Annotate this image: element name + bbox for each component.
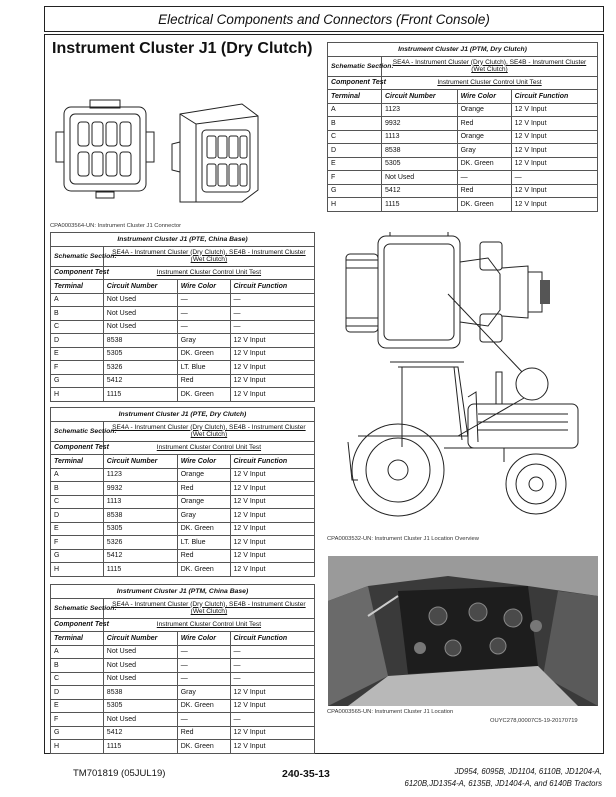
terminal-cell: E: [51, 522, 104, 536]
component-test-value: Instrument Cluster Control Unit Test: [103, 266, 314, 280]
wire-color-cell: DK. Green: [177, 522, 230, 536]
footer-page-number: 240-35-13: [282, 768, 330, 780]
table-row: [51, 293, 315, 307]
circuit-function-cell: 12 V Input: [230, 563, 315, 577]
circuit-function-cell: 12 V Input: [230, 347, 315, 361]
component-test-value: Instrument Cluster Control Unit Test: [103, 618, 314, 632]
schematic-section-value: SE4A - Instrument Cluster (Dry Clutch), SE4B - Instrument Cluster (Wet Clutch): [103, 598, 314, 618]
circuit-number-cell: 5305: [103, 347, 177, 361]
terminal-cell: D: [51, 686, 104, 700]
circuit-function-cell: 12 V Input: [511, 144, 597, 158]
circuit-function-cell: —: [230, 672, 315, 686]
wire-color-cell: Orange: [177, 468, 230, 482]
circuit-function-cell: —: [511, 171, 597, 185]
table-row: [51, 320, 315, 334]
schematic-section-label: Schematic Section:: [51, 246, 104, 266]
circuit-function-cell: 12 V Input: [230, 482, 315, 496]
wire-color-cell: DK. Green: [177, 740, 230, 754]
circuit-function-cell: 12 V Input: [230, 495, 315, 509]
circuit-number-cell: 8538: [103, 334, 177, 348]
table-row: [51, 307, 315, 321]
schematic-section-value: SE4A - Instrument Cluster (Dry Clutch), SE4B - Instrument Cluster (Wet Clutch): [382, 56, 598, 76]
wire-color-cell: Red: [177, 726, 230, 740]
circuit-number-cell: 1115: [103, 563, 177, 577]
table-title: Instrument Cluster J1 (PTE, China Base): [51, 233, 315, 247]
circuit-number-cell: 5412: [382, 184, 458, 198]
table-row: [51, 740, 315, 754]
column-header: Wire Color: [177, 280, 230, 294]
table-row: [51, 522, 315, 536]
wire-color-cell: Gray: [177, 686, 230, 700]
page-title: Instrument Cluster J1 (Dry Clutch): [52, 40, 313, 57]
tractor-drawing: [328, 222, 598, 532]
terminal-cell: G: [328, 184, 382, 198]
terminal-cell: B: [328, 117, 382, 131]
circuit-function-cell: 12 V Input: [511, 184, 597, 198]
wire-color-cell: Orange: [457, 103, 511, 117]
wire-color-cell: —: [177, 320, 230, 334]
table-row: [328, 184, 598, 198]
component-test-label: Component Test: [51, 618, 104, 632]
terminal-cell: A: [51, 293, 104, 307]
circuit-number-cell: Not Used: [103, 645, 177, 659]
terminal-cell: G: [51, 374, 104, 388]
column-header: Terminal: [51, 280, 104, 294]
circuit-number-cell: 5412: [103, 726, 177, 740]
circuit-function-cell: —: [230, 320, 315, 334]
circuit-function-cell: 12 V Input: [230, 334, 315, 348]
component-test-label: Component Test: [51, 441, 104, 455]
table-row: [51, 549, 315, 563]
terminal-cell: C: [51, 320, 104, 334]
circuit-number-cell: Not Used: [103, 672, 177, 686]
table-pte-china-base: [50, 232, 315, 402]
terminal-cell: H: [51, 388, 104, 402]
table-title: Instrument Cluster J1 (PTM, China Base): [51, 585, 315, 599]
location-photo-drawing: [328, 556, 598, 706]
circuit-number-cell: 5305: [382, 157, 458, 171]
location-photo: [328, 556, 598, 706]
circuit-function-cell: 12 V Input: [230, 522, 315, 536]
table-row: [51, 536, 315, 550]
circuit-function-cell: 12 V Input: [230, 361, 315, 375]
terminal-cell: F: [328, 171, 382, 185]
circuit-function-cell: —: [230, 645, 315, 659]
schematic-section-value: SE4A - Instrument Cluster (Dry Clutch), SE4B - Instrument Cluster (Wet Clutch): [103, 421, 314, 441]
column-header: Circuit Number: [103, 632, 177, 646]
circuit-function-cell: 12 V Input: [230, 468, 315, 482]
circuit-number-cell: 1115: [382, 198, 458, 212]
circuit-number-cell: 5305: [103, 522, 177, 536]
circuit-number-cell: 5326: [103, 536, 177, 550]
terminal-cell: G: [51, 549, 104, 563]
table-row: [328, 117, 598, 131]
table-row: [51, 713, 315, 727]
wire-color-cell: Red: [177, 549, 230, 563]
table-row: [51, 468, 315, 482]
terminal-cell: A: [51, 468, 104, 482]
terminal-cell: A: [328, 103, 382, 117]
circuit-function-cell: 12 V Input: [230, 726, 315, 740]
connector-illustration: [52, 92, 268, 217]
circuit-number-cell: 1123: [382, 103, 458, 117]
component-test-label: Component Test: [51, 266, 104, 280]
wire-color-cell: Red: [177, 374, 230, 388]
circuit-number-cell: 1123: [103, 468, 177, 482]
table-row: [328, 157, 598, 171]
terminal-cell: H: [328, 198, 382, 212]
circuit-number-cell: Not Used: [103, 307, 177, 321]
circuit-number-cell: 1115: [103, 388, 177, 402]
terminal-cell: B: [51, 482, 104, 496]
circuit-function-cell: 12 V Input: [230, 686, 315, 700]
circuit-function-cell: —: [230, 713, 315, 727]
wire-color-cell: Red: [457, 184, 511, 198]
circuit-function-cell: 12 V Input: [230, 388, 315, 402]
wire-color-cell: —: [177, 293, 230, 307]
column-header: Circuit Number: [103, 455, 177, 469]
circuit-number-cell: 1113: [103, 495, 177, 509]
terminal-cell: G: [51, 726, 104, 740]
circuit-function-cell: 12 V Input: [511, 117, 597, 131]
column-header: Terminal: [51, 632, 104, 646]
column-header: Terminal: [328, 90, 382, 104]
column-header: Terminal: [51, 455, 104, 469]
terminal-cell: C: [51, 495, 104, 509]
table-row: [51, 388, 315, 402]
wire-color-cell: Gray: [457, 144, 511, 158]
circuit-number-cell: 8538: [382, 144, 458, 158]
wire-color-cell: DK. Green: [177, 388, 230, 402]
column-header: Wire Color: [177, 632, 230, 646]
wire-color-cell: DK. Green: [457, 157, 511, 171]
wire-color-cell: DK. Green: [177, 699, 230, 713]
circuit-number-cell: 5305: [103, 699, 177, 713]
circuit-number-cell: 8538: [103, 509, 177, 523]
schematic-section-label: Schematic Section:: [51, 598, 104, 618]
terminal-cell: A: [51, 645, 104, 659]
terminal-cell: F: [51, 361, 104, 375]
circuit-function-cell: 12 V Input: [230, 549, 315, 563]
wire-color-cell: —: [177, 659, 230, 673]
wire-color-cell: —: [457, 171, 511, 185]
wire-color-cell: Red: [457, 117, 511, 131]
table-pte-dry-clutch: [50, 407, 315, 577]
circuit-number-cell: Not Used: [103, 293, 177, 307]
footer-models: [405, 766, 603, 790]
footer-models-line2: 6120B,JD1354-A, 6135B, JD1404-A, and 6140B Tractors: [404, 779, 602, 788]
table-row: [51, 347, 315, 361]
circuit-number-cell: 5412: [103, 549, 177, 563]
circuit-function-cell: 12 V Input: [511, 130, 597, 144]
schematic-section-label: Schematic Section:: [51, 421, 104, 441]
circuit-function-cell: 12 V Input: [511, 103, 597, 117]
wire-color-cell: DK. Green: [177, 563, 230, 577]
wire-color-cell: —: [177, 672, 230, 686]
column-header: Circuit Number: [382, 90, 458, 104]
table-row: [51, 686, 315, 700]
table-row: [328, 130, 598, 144]
footer-doc-code: TM701819 (05JUL19): [73, 768, 166, 779]
wire-color-cell: Orange: [457, 130, 511, 144]
column-header: Wire Color: [457, 90, 511, 104]
component-test-label: Component Test: [328, 76, 382, 90]
table-row: [51, 482, 315, 496]
terminal-cell: C: [328, 130, 382, 144]
table-row: [51, 495, 315, 509]
terminal-cell: E: [51, 699, 104, 713]
terminal-cell: D: [51, 334, 104, 348]
circuit-function-cell: 12 V Input: [511, 198, 597, 212]
page-header: Electrical Components and Connectors (Front Console): [44, 6, 604, 32]
column-header: Circuit Number: [103, 280, 177, 294]
image-reference: OUYC278,00007C5-19-20170719: [490, 718, 578, 724]
circuit-function-cell: —: [230, 659, 315, 673]
footer-models-line1: JD954, 6095B, JD1104, 6110B, JD1204-A,: [454, 767, 602, 776]
terminal-cell: H: [51, 740, 104, 754]
tractor-location-overview: [328, 222, 598, 532]
terminal-cell: E: [328, 157, 382, 171]
circuit-number-cell: 9932: [103, 482, 177, 496]
wire-color-cell: Red: [177, 482, 230, 496]
table-row: [51, 374, 315, 388]
circuit-number-cell: 1115: [103, 740, 177, 754]
column-header: Wire Color: [177, 455, 230, 469]
column-header: Circuit Function: [230, 632, 315, 646]
circuit-function-cell: 12 V Input: [511, 157, 597, 171]
wire-color-cell: Orange: [177, 495, 230, 509]
schematic-section-label: Schematic Section:: [328, 56, 382, 76]
wire-color-cell: DK. Green: [457, 198, 511, 212]
circuit-number-cell: Not Used: [382, 171, 458, 185]
circuit-function-cell: 12 V Input: [230, 536, 315, 550]
circuit-function-cell: 12 V Input: [230, 699, 315, 713]
component-test-value: Instrument Cluster Control Unit Test: [103, 441, 314, 455]
terminal-cell: C: [51, 672, 104, 686]
circuit-function-cell: 12 V Input: [230, 509, 315, 523]
terminal-cell: F: [51, 536, 104, 550]
table-row: [51, 659, 315, 673]
schematic-section-value: SE4A - Instrument Cluster (Dry Clutch), SE4B - Instrument Cluster (Wet Clutch): [103, 246, 314, 266]
circuit-number-cell: Not Used: [103, 320, 177, 334]
wire-color-cell: Gray: [177, 334, 230, 348]
table-ptm-china-base: [50, 584, 315, 754]
connector-drawing: [52, 92, 268, 217]
terminal-cell: E: [51, 347, 104, 361]
wire-color-cell: —: [177, 645, 230, 659]
table-row: [51, 334, 315, 348]
table-row: [51, 699, 315, 713]
table-row: [51, 726, 315, 740]
circuit-function-cell: 12 V Input: [230, 740, 315, 754]
wire-color-cell: —: [177, 307, 230, 321]
wire-color-cell: —: [177, 713, 230, 727]
circuit-function-cell: 12 V Input: [230, 374, 315, 388]
table-title: Instrument Cluster J1 (PTE, Dry Clutch): [51, 408, 315, 422]
connector-caption: CPA0003564-UN: Instrument Cluster J1 Connector: [50, 223, 182, 229]
table-row: [328, 171, 598, 185]
column-header: Circuit Function: [230, 455, 315, 469]
circuit-number-cell: 8538: [103, 686, 177, 700]
wire-color-cell: LT. Blue: [177, 361, 230, 375]
wire-color-cell: Gray: [177, 509, 230, 523]
terminal-cell: B: [51, 659, 104, 673]
table-row: [328, 144, 598, 158]
circuit-number-cell: 5326: [103, 361, 177, 375]
table-title: Instrument Cluster J1 (PTM, Dry Clutch): [328, 43, 598, 57]
table-row: [328, 103, 598, 117]
circuit-number-cell: 5412: [103, 374, 177, 388]
table-row: [328, 198, 598, 212]
table-row: [51, 645, 315, 659]
terminal-cell: D: [51, 509, 104, 523]
table-ptm-dry-clutch: [327, 42, 598, 212]
component-test-value: Instrument Cluster Control Unit Test: [382, 76, 598, 90]
terminal-cell: D: [328, 144, 382, 158]
circuit-function-cell: —: [230, 293, 315, 307]
location-overview-caption: CPA0003532-UN: Instrument Cluster J1 Location Overview: [327, 536, 479, 542]
terminal-cell: B: [51, 307, 104, 321]
circuit-number-cell: Not Used: [103, 713, 177, 727]
circuit-number-cell: Not Used: [103, 659, 177, 673]
column-header: Circuit Function: [511, 90, 597, 104]
location-caption: CPA0003565-UN: Instrument Cluster J1 Location: [327, 709, 454, 715]
wire-color-cell: DK. Green: [177, 347, 230, 361]
circuit-number-cell: 9932: [382, 117, 458, 131]
table-row: [51, 509, 315, 523]
wire-color-cell: LT. Blue: [177, 536, 230, 550]
circuit-number-cell: 1113: [382, 130, 458, 144]
circuit-function-cell: —: [230, 307, 315, 321]
table-row: [51, 563, 315, 577]
table-row: [51, 672, 315, 686]
terminal-cell: H: [51, 563, 104, 577]
terminal-cell: F: [51, 713, 104, 727]
column-header: Circuit Function: [230, 280, 315, 294]
table-row: [51, 361, 315, 375]
